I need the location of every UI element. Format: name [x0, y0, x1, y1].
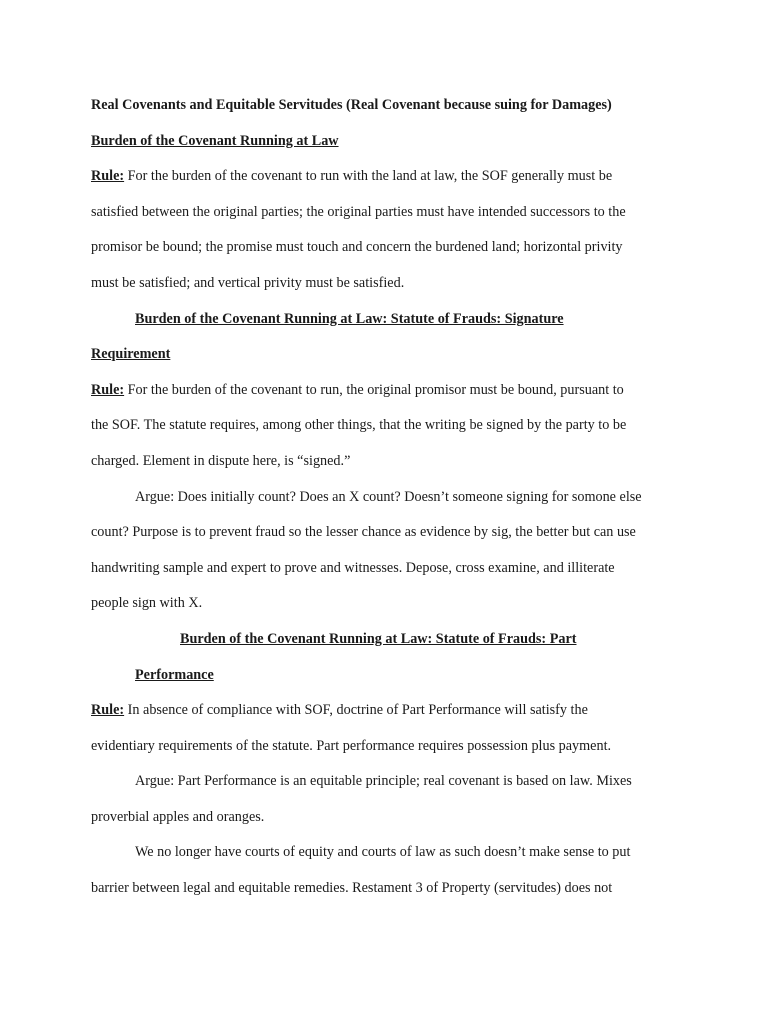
- section1-rule-line-2: satisfied between the original parties; the original parties must have intended successors to the: [91, 203, 626, 220]
- section2-argue-line-3: handwriting sample and expert to prove and witnesses. Depose, cross examine, and illiterate: [91, 559, 615, 576]
- rule-label: Rule:: [91, 702, 125, 719]
- section3-argue-line-1: Argue: Part Performance is an equitable principle; real covenant is based on law. Mixes: [135, 773, 632, 790]
- section1-rule-line-1: [91, 159, 671, 195]
- document-title: Real Covenants and Equitable Servitudes (Real Covenant because suing for Damages): [91, 97, 612, 113]
- section2-rule-line-3: charged. Element in dispute here, is “signed.”: [91, 452, 351, 469]
- section3-para-line-1: We no longer have courts of equity and courts of law as such doesn’t make sense to put: [135, 844, 631, 861]
- section1-heading: Burden of the Covenant Running at Law: [91, 132, 339, 149]
- section3-heading-line-1: Burden of the Covenant Running at Law: Statute of Frauds: Part: [180, 630, 577, 647]
- section1-rule-line-3: promisor be bound; the promise must touch and concern the burdened land; horizontal privity: [91, 239, 623, 256]
- section3-para-line-2: barrier between legal and equitable remedies. Restament 3 of Property (servitudes) does not: [91, 880, 613, 897]
- section2-heading-line-1: Burden of the Covenant Running at Law: Statute of Frauds: Signature: [135, 310, 564, 327]
- rule-text: In absence of compliance with SOF, doctrine of Part Performance will satisfy the: [124, 702, 588, 719]
- rule-label: Rule:: [91, 168, 125, 185]
- section2-argue-line-4: people sign with X.: [91, 595, 203, 612]
- section2-argue-line-2: count? Purpose is to prevent fraud so the lesser chance as evidence by sig, the better but can use: [91, 524, 636, 541]
- section2-argue-line-1: Argue: Does initially count? Does an X count? Doesn’t someone signing for somone else: [135, 488, 642, 505]
- section2-heading-line-2: Requirement: [91, 346, 171, 363]
- section2-rule-line-2: the SOF. The statute requires, among other things, that the writing be signed by the party to be: [91, 417, 627, 434]
- rule-text: For the burden of the covenant to run, the original promisor must be bound, pursuant to: [124, 381, 624, 398]
- rule-text: For the burden of the covenant to run with the land at law, the SOF generally must be: [124, 168, 613, 185]
- section1-rule-line-4: must be satisfied; and vertical privity must be satisfied.: [91, 274, 405, 291]
- section2-rule-line-1: [91, 373, 671, 409]
- document-body: [91, 88, 671, 907]
- rule-label: Rule:: [91, 381, 125, 398]
- section3-argue-line-2: proverbial apples and oranges.: [91, 808, 265, 825]
- section3-rule-line-2: evidentiary requirements of the statute. Part performance requires possession plus payment.: [91, 737, 612, 754]
- section3-rule-line-1: [91, 693, 671, 729]
- section3-heading-line-2: Performance: [135, 666, 214, 683]
